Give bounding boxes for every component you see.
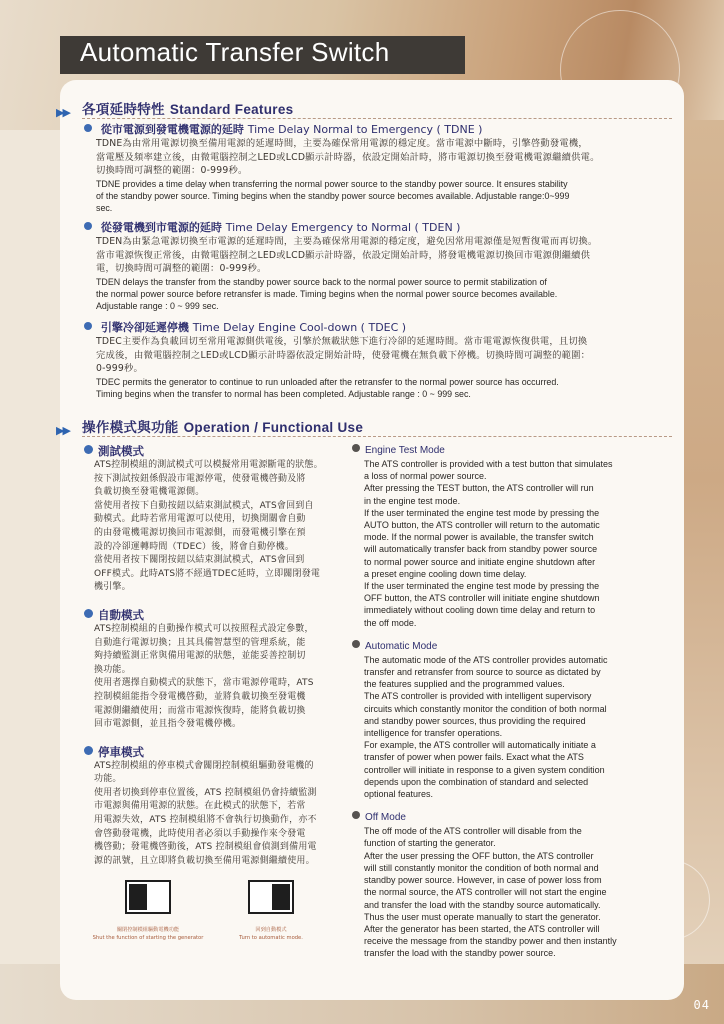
standard-features-heading-en: Standard Features: [169, 102, 294, 117]
modes-zh-column: [82, 443, 350, 868]
operation-heading-zh: 操作模式與功能: [82, 420, 179, 436]
bullet-icon: [84, 124, 92, 132]
switch-knob: [129, 884, 147, 910]
section-divider: [82, 118, 672, 119]
mode-off-zh: 停車模式 ATS控制模組的停車模式會關閉控制模組驅動發電機的 功能。 使用者切換到停車位置後，ATS 控制模組仍會持續監測 市電源與備用電源的狀態。在此模式的狀態下，若常 用電源失效，ATS 控制模組將不會執行切換動作，亦不 會啓動發電機，此時使用者必須以手動操作來令發電 機啓動；發電機啓動後，ATS 控制模組會偵測到備用電 源的訊號，且立即將負載切換至備用電源側繼續使用。: [82, 744, 350, 869]
feature-title-zh: 從發電機到市電源的延時: [100, 221, 222, 234]
mode-auto-zh: 自動模式 ATS控制模組的自動操作模式可以按照程式設定參數， 自動進行電源切換；且其具備智慧型的管理系統，能 夠持續監測正常與備用電源的狀態，並能妥善控制切 換功能。 使用者選擇自動模式的狀態下，當市電源停電時，ATS 控制模組能指令發電機啓動，並將負載切換至發電機 電源側繼續使用；而當市電源恢復時，能將負載切換 回市電源側，並且指令發電機停機。: [82, 607, 350, 732]
page-number: 04: [693, 998, 710, 1012]
bullet-icon: [84, 746, 93, 755]
feature-tdne: [84, 122, 674, 214]
feature-title-en: Time Delay Emergency to Normal ( TDEN ): [225, 221, 461, 234]
switch-auto-icon: [248, 880, 294, 914]
operation-heading-en: Operation / Functional Use: [183, 420, 364, 435]
bullet-icon: [84, 222, 92, 230]
feature-description-en: TDNE provides a time delay when transferring the normal power source to the standby power source. It ensures stability of the standby power source. Timing begins when the standby power source becomes available. Adjustable range:0~999 sec.: [96, 178, 570, 214]
feature-description-en: TDEC permits the generator to continue to run unloaded after the retransfer to the normal power source has occurred. Timing begins when the transfer to normal has been completed. Adjustable range : 0 ~ 999 sec.: [96, 376, 559, 399]
feature-description-zh: TDNE為由常用電源切換至備用電源的延遲時間，主要為確保常用電源的穩定度。當市電源中斷時，引擎啓動發電機， 當電壓及頻率建立後，由微電腦控制之LED或LCD顯示計時器，依設定開始計時，將市電源切換至發電機電源繼續供電。 切換時間可調整的範圍：0-999秒。: [96, 138, 600, 177]
content-panel: [56, 80, 684, 1000]
mode-test-zh: 測試模式 ATS控制模組的測試模式可以模擬常用電源斷電的狀態。 按下測試按鈕係假設市電源停電，使發電機啓動及將 負載切換至發電機電源側。 當使用者按下自動按鈕以結束測試模式，ATS會回到自 動模式。此時若常用電源可以使用，切換開關會自動 的由發電機電源切換回市電源側，而發電機引擎在預 設的冷卻運轉時間（TDEC）後，將會自動停機。 當使用者按下關閉按鈕以結束測試模式，ATS會回到 OFF模式。此時ATS將不經過TDEC延時，立即關閉發電 機引擎。: [82, 443, 350, 595]
bullet-icon: [352, 444, 360, 452]
modes-en-column: [352, 443, 644, 960]
bullet-icon: [352, 811, 360, 819]
feature-tdec: [84, 320, 674, 400]
bullet-icon: [84, 322, 92, 330]
switch-off-icon: [125, 880, 171, 914]
mode-off-en: Off Mode The off mode of the ATS controller will disable from the function of starting the generator. After the user pressing the OFF button, the ATS controller will still constantly monitor the condition of both normal and standby power source. However, in case of power loss from the normal source, the ATS controller will not start the engine and transfer the load with the standby source automatically. Thus the user must operate manually to start the generator. After the generator has been started, the ATS controller will receive the message from the standby power and then instantly transfer the load with the standby power source.: [352, 810, 644, 959]
feature-title-en: Time Delay Normal to Emergency ( TDNE ): [247, 123, 483, 136]
feature-tden: [84, 220, 674, 312]
feature-description-zh: TDEN為由緊急電源切換至市電源的延遲時間，主要為確保常用電源的穩定度，避免因常用電源僅是短暫復電而再切換。 當市電源恢復正常後，由微電腦控制之LED或LCD顯示計時器，依設定開始計時，將發電機電源切換回市電源側繼續供 電，切換時間可調整的範圍：0-999秒。: [96, 236, 598, 275]
double-arrow-icon: ▶▶: [56, 106, 69, 119]
mode-auto-en: Automatic Mode The automatic mode of the ATS controller provides automatic transfer and retransfer from source to source as dictated by the features supplied and the programmed values. The ATS controller is provided with intelligent supervisory circuits which constantly monitor the condition of both normal and standby power sources, thus providing the required intelligence for transfer operations. For example, the ATS controller will automatically initiate a transfer of power when power fails. Exact what the ATS controller will initiate in response to a given system condition depends upon the combination of standard and selected optional features.: [352, 639, 644, 800]
mode-test-en: Engine Test Mode The ATS controller is provided with a test button that simulates a loss of normal power source. After pressing the TEST button, the ATS controller will run in the engine test mode. If the user terminated the engine test mode by pressing the AUTO button, the ATS controller will return to the automatic mode. If the normal power is available, the transfer switch will automatically transfer back from standby power source to normal power source and initiate engine shutdown after a preset engine cooling down time delay. If the user terminated the engine test mode by pressing the OFF button, the ATS controller will initiate engine shutdown immediately without cooling down time delay and return to the off mode.: [352, 443, 644, 629]
feature-title-en: Time Delay Engine Cool-down ( TDEC ): [192, 321, 407, 334]
bullet-icon: [352, 640, 360, 648]
feature-title-zh: 從市電源到發電機電源的延時: [100, 123, 244, 136]
standard-features-heading: [56, 98, 684, 120]
switch-auto-caption: 回到自動模式 Turn to automatic mode.: [239, 927, 303, 941]
bullet-icon: [84, 445, 93, 454]
double-arrow-icon: ▶▶: [56, 424, 69, 437]
section-divider: [82, 436, 672, 437]
feature-description-zh: TDEC主要作為負載回切至常用電源側供電後，引擎於無載狀態下進行冷卻的延遲時間。當市電電源恢復供電，且切換 完成後，由微電腦控制之LED或LCD顯示計時器依設定開始計時，使發電機在無負載下停機。切換時間可調整的範圍： 0-999秒。: [96, 336, 591, 375]
switch-knob: [272, 884, 290, 910]
standard-features-heading-zh: 各項延時特性: [82, 102, 165, 118]
feature-title-zh: 引擎冷卻延遲停機: [100, 321, 189, 334]
switch-off-caption: 關閉控制模組驅動電機功能 Shut the function of starting the generator: [92, 927, 204, 941]
feature-description-en: TDEN delays the transfer from the standby power source back to the normal power source to permit stabilization of the normal power source before retransfer is made. Timing begins when the normal power source becomes available. Adjustable range : 0 ~ 999 sec.: [96, 276, 558, 312]
page-title: Automatic Transfer Switch: [80, 37, 390, 67]
operation-heading: [56, 416, 684, 438]
bullet-icon: [84, 609, 93, 618]
